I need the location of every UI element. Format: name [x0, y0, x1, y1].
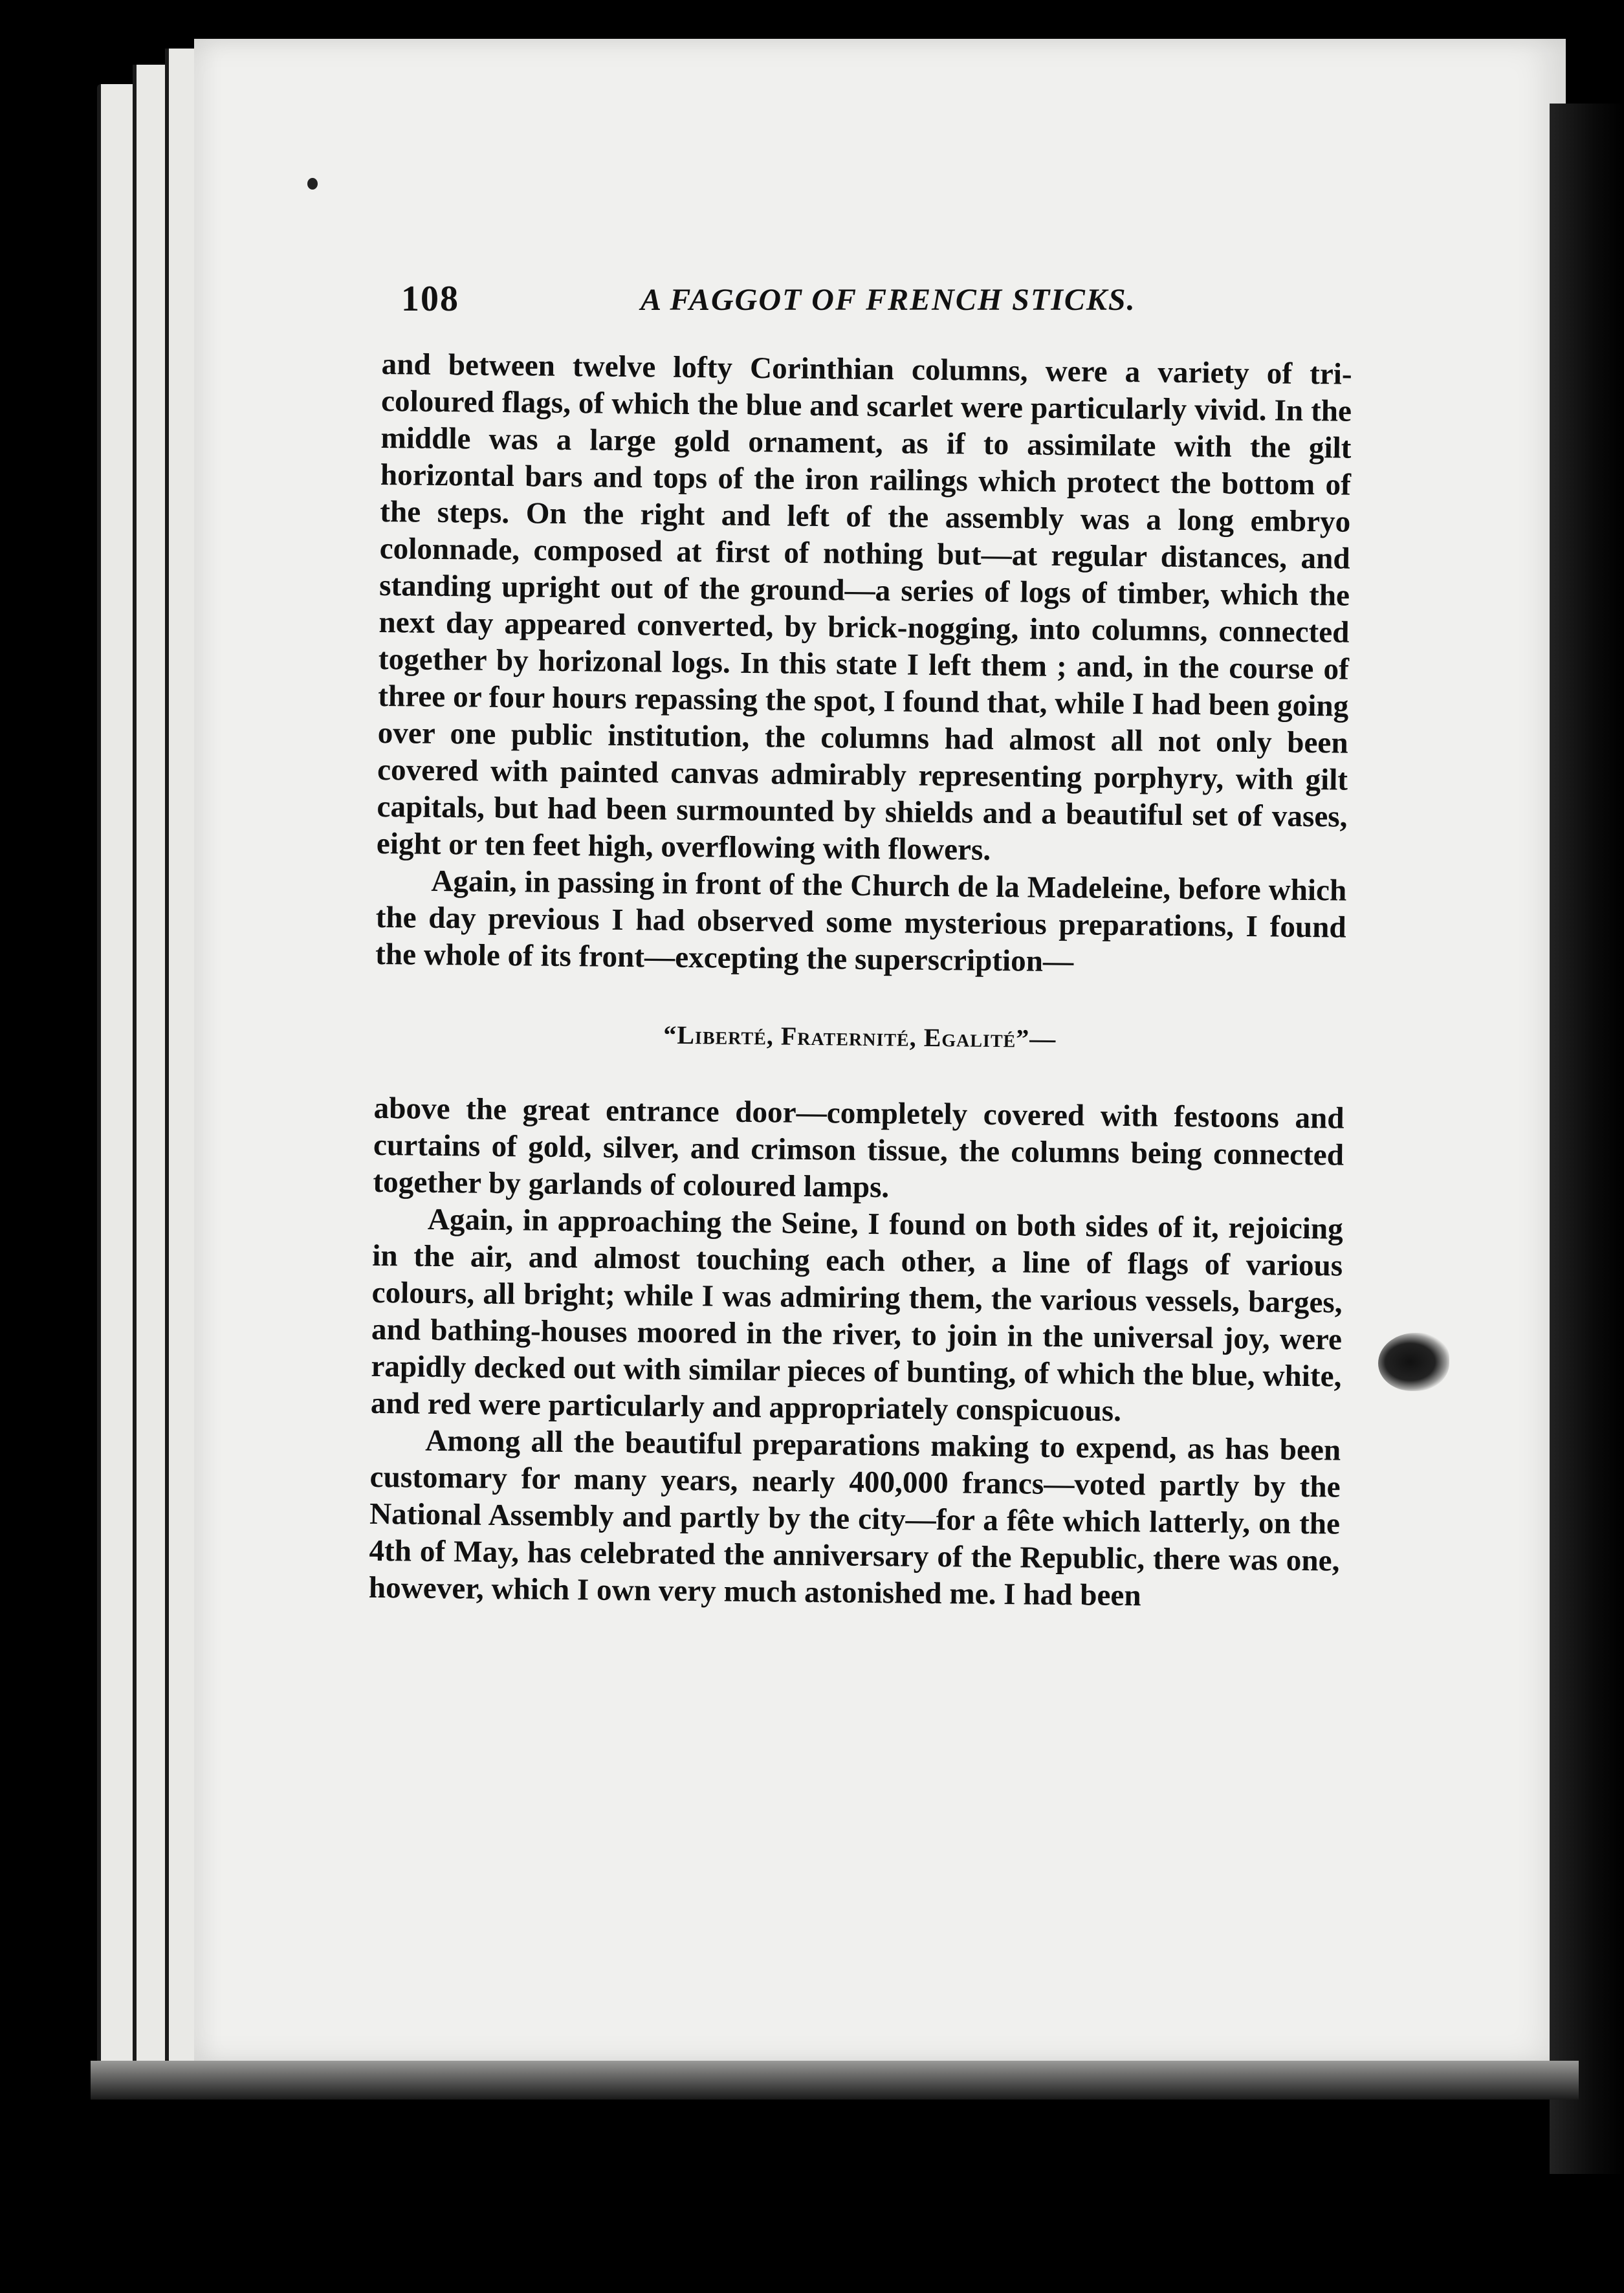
- paragraph: Among all the beautiful preparations making to expend, as has been customary for many years, nearly 400,000 francs—voted partly by the National Assembly and partly by the city—for a fête which latterly, on the 4th of May, has celebrated the anniversary of the Republic, there was one, however, which I own very much astonished me. I had been: [368, 1423, 1341, 1613]
- running-title: A FAGGOT OF FRENCH STICKS.: [641, 283, 1136, 317]
- page-body-text: [369, 346, 1352, 1617]
- paragraph: Again, in approaching the Seine, I found on both sides of it, rejoicing in the air, and almost touching each other, a line of flags of various colours, all bright; while I was admiring them, the various vessels, barges, and bathing-houses moored in the river, to join in the universal joy, were rapidly decked out with similar pieces of bunting, of which the blue, white, and red were particularly and appropriately conspicuous.: [370, 1202, 1344, 1429]
- binding-shadow: [1550, 104, 1624, 2174]
- paragraph: Again, in passing in front of the Church de la Madeleine, before which the day previous I had observed some mysterious preparations, I found the whole of its front—excepting the superscription—: [375, 864, 1347, 979]
- bottom-edge-shadow: [91, 2061, 1579, 2100]
- ink-speck: [307, 178, 318, 190]
- running-header: [401, 278, 1145, 324]
- paragraph: above the great entrance door—completely covered with festoons and curtains of gold, silver, and crimson tissue, the columns being connected together by garlands of coloured lamps.: [373, 1091, 1344, 1205]
- paragraph: and between twelve lofty Corinthian columns, were a variety of tri-coloured flags, of which the blue and scarlet were particularly vivid. In the middle was a large gold ornament, as if to assimilate with the gilt horizontal bars and tops of the iron railings which protect the bottom of the steps. On the right and left of the assembly was a long embryo colonnade, composed at first of nothing but—at regular distances, and standing upright out of the ground—a series of logs of timber, which the next day appeared converted, by brick-nogging, into columns, connected together by horizonal logs. In this state I left them ; and, in the course of three or four hours repassing the spot, I found that, while I had been going over one public institution, the columns had almost all not only been covered with painted canvas admirably representing porphyry, with gilt capitals, but had been surmounted by shields and a beautiful set of vases, eight or ten feet high, overflowing with flowers.: [376, 347, 1352, 867]
- ink-blot: [1378, 1333, 1449, 1391]
- page-number: 108: [401, 279, 459, 319]
- inscription-quote: “Liberté, Fraternité, Egalité”—: [663, 1020, 1057, 1053]
